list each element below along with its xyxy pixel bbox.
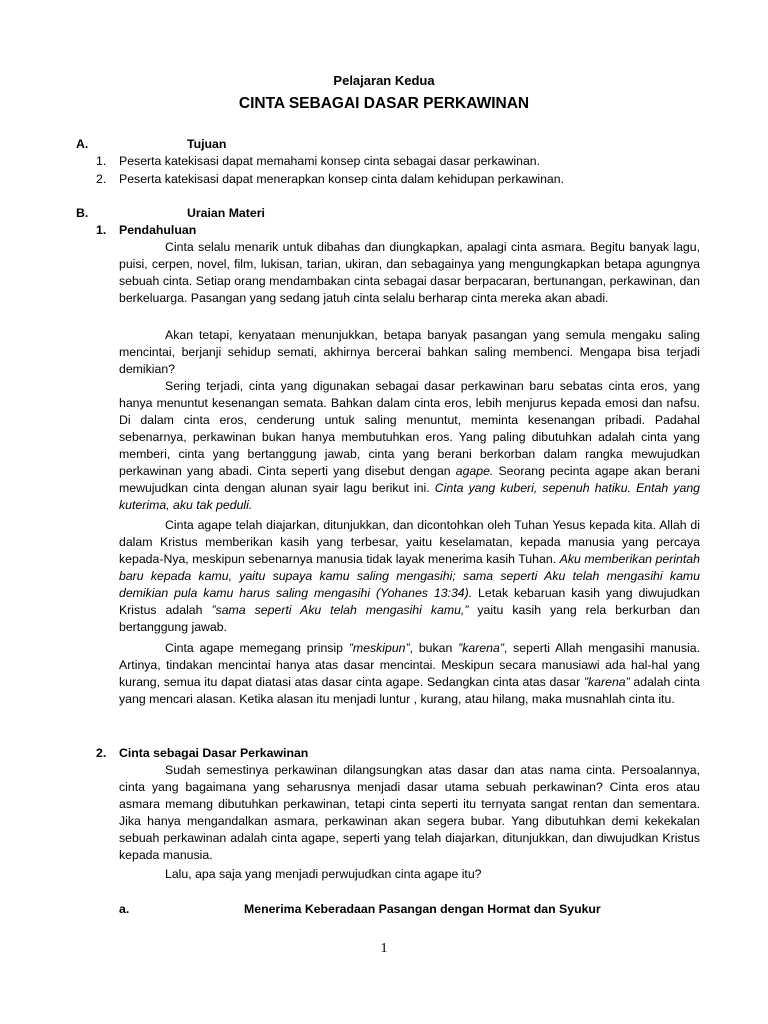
paragraph: Cinta selalu menarik untuk dibahas dan diungkapkan, apalagi cinta asmara. Begitu banyak lagu, puisi, cerpen, novel, film, lukisan, tarian, ukiran, dan sebagainya yang mengungkapkan betapa agungnya sebuah cinta. Setiap orang mendambakan cinta sebagai dasar berpacaran, bertunangan, perkawinan, dan berkeluarga. Pasangan yang sedang jatuh cinta selalu berharap cinta mereka akan abadi.: [119, 240, 700, 305]
lesson-label: Pelajaran Kedua: [333, 73, 435, 88]
text-emphasis: Cinta yang kuberi, sepenuh hatiku. Entah yang kuterima, aku tak peduli.: [119, 481, 700, 512]
text-span: Cinta agape telah diajarkan, ditunjukkan, dan dicontohkan oleh Tuhan Yesus kepada kita. Allah di dalam Kristus memberikan kasih yang terbesar, yaitu keselamatan, kepada manusia yang percaya kepada-Nya, meskipun sebenarnya manusia tidak layak menerima kasih Tuhan.: [119, 518, 700, 566]
text-span: Seorang pecinta agape akan berani mewujudkan cinta dengan alunan syair lagu berikut ini.: [119, 464, 700, 495]
subsection-1-number: 1.: [96, 223, 107, 237]
section-a-letter: A.: [76, 137, 89, 151]
text-span: Cinta agape memegang prinsip: [165, 641, 349, 655]
objective-number: 1.: [96, 154, 107, 168]
text-emphasis: ”meskipun”: [348, 641, 410, 655]
text-span: , bukan: [409, 641, 459, 655]
paragraph: [119, 517, 700, 636]
paragraph: Lalu, apa saja yang menjadi perwujudkan cinta agape itu?: [165, 867, 482, 881]
text-emphasis: ”karena”: [458, 641, 504, 655]
text-span: Sering terjadi, cinta yang digunakan sebagai dasar perkawinan baru sebatas cinta eros, yang hanya menuntut kesenangan semata. Bahkan dalam cinta eros, lebih menjurus kepada emosi dan nafsu. Di dalam cinta eros, cenderung untuk saling menuntut, meminta kesenangan pribadi. Padahal sebenarnya, perkawinan bukan hanya membutuhkan eros. Yang paling dibutuhkan adalah cinta yang memberi, cinta yang bertanggung jawab, cinta yang berani berkorban dalam rangka mewujudkan perkawinan yang abadi. Cinta seperti yang disebut dengan: [119, 379, 700, 478]
subsection-2-title: Cinta sebagai Dasar Perkawinan: [119, 746, 309, 760]
page-title: CINTA SEBAGAI DASAR PERKAWINAN: [238, 95, 530, 112]
section-a-title: Tujuan: [187, 137, 227, 151]
page-number: 1: [380, 941, 388, 956]
section-b-title: Uraian Materi: [187, 206, 265, 220]
objective-text: Peserta katekisasi dapat menerapkan konsep cinta dalam kehidupan perkawinan.: [119, 172, 565, 186]
paragraph: Akan tetapi, kenyataan menunjukkan, betapa banyak pasangan yang semula mengaku saling mencintai, berjanji sehidup semati, akhirnya bercerai bahkan saling membenci. Mengapa bisa terjadi demikian?: [119, 328, 700, 376]
subsection-a-title: Menerima Keberadaan Pasangan dengan Hormat dan Syukur: [244, 902, 601, 916]
objective-text: Peserta katekisasi dapat memahami konsep cinta sebagai dasar perkawinan.: [119, 154, 541, 168]
text-emphasis: Aku memberikan perintah baru kepada kamu, yaitu supaya kamu saling mengasihi; sama seperti Aku telah mengasihi kamu demikian pula kamu harus saling mengasihi (Yohanes 13:34).: [119, 552, 700, 600]
paragraph: [119, 640, 700, 708]
paragraph: Sudah semestinya perkawinan dilangsungkan atas dasar dan atas nama cinta. Persoalannya, cinta yang bagaimana yang seharusnya menjadi dasar utama sebuah perkawinan? Cinta eros atau asmara memang dibutuhkan perkawinan, tetapi cinta seperti itu ternyata sangat rentan dan sementara. Jika hanya mengandalkan asmara, perkawinan akan segera bubar. Yang dibutuhkan demi kekekalan sebuah perkawinan adalah cinta agape, seperti yang telah diajarkan, ditunjukkan, dan diwujudkan Kristus kepada manusia.: [119, 763, 700, 862]
text-span: , seperti Allah mengasihi manusia. Artinya, tindakan mencintai hanya atas dasar mencintai. Meskipun secara manusiawi ada hal-hal yang kurang, semua itu dapat diatasi atas dasar cinta agape. Sedangkan cinta atas dasar: [119, 641, 700, 689]
section-b-letter: B.: [76, 206, 89, 220]
text-emphasis: ”karena”: [583, 675, 630, 689]
paragraph: [119, 378, 700, 514]
text-span: yaitu kasih yang rela berkurban dan bertanggung jawab.: [119, 603, 700, 634]
subsection-a-letter: a.: [119, 902, 130, 916]
subsection-1-title: Pendahuluan: [119, 223, 197, 237]
objective-number: 2.: [96, 172, 107, 186]
text-span: Letak kebaruan kasih yang diwujudkan Kristus adalah: [119, 586, 700, 617]
text-emphasis: agape.: [455, 464, 494, 478]
text-span: adalah cinta yang mencari alasan. Ketika alasan itu menjadi luntur , kurang, atau hilang, maka musnahlah cinta itu.: [119, 675, 700, 706]
text-emphasis: ”sama seperti Aku telah mengasihi kamu,”: [211, 603, 469, 617]
subsection-2-number: 2.: [96, 746, 107, 760]
